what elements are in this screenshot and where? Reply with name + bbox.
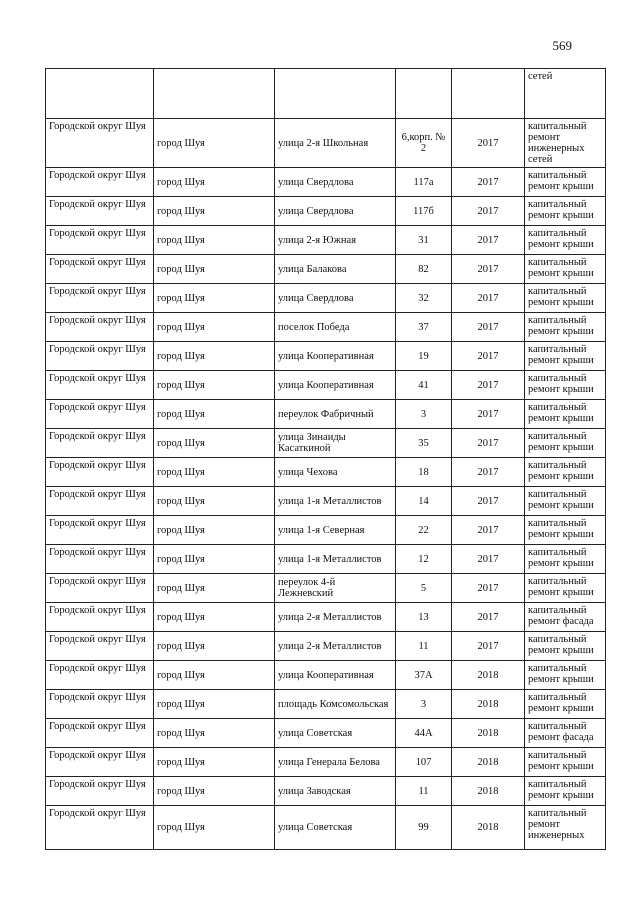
work-type-cell: капитальный ремонт крыши bbox=[525, 777, 606, 806]
table-row bbox=[46, 545, 606, 574]
district-cell: Городской округ Шуя bbox=[46, 313, 154, 342]
year-cell: 2017 bbox=[452, 197, 525, 226]
street-cell: улица 2-я Металлистов bbox=[275, 603, 396, 632]
table-row bbox=[46, 690, 606, 719]
street-cell: улица Свердлова bbox=[275, 197, 396, 226]
year-cell: 2017 bbox=[452, 545, 525, 574]
work-type-cell: капитальный ремонт крыши bbox=[525, 284, 606, 313]
district-cell: Городской округ Шуя bbox=[46, 777, 154, 806]
city-cell: город Шуя bbox=[154, 661, 275, 690]
city-cell: город Шуя bbox=[154, 458, 275, 487]
year-cell: 2017 bbox=[452, 313, 525, 342]
district-cell: Городской округ Шуя bbox=[46, 226, 154, 255]
street-cell: улица Советская bbox=[275, 806, 396, 850]
house-cell: 35 bbox=[396, 429, 452, 458]
city-cell: город Шуя bbox=[154, 632, 275, 661]
work-type-cell: капитальный ремонт крыши bbox=[525, 574, 606, 603]
work-type-cell: сетей bbox=[525, 69, 606, 119]
table-row bbox=[46, 429, 606, 458]
street-cell: улица Свердлова bbox=[275, 168, 396, 197]
table-row bbox=[46, 719, 606, 748]
city-cell: город Шуя bbox=[154, 516, 275, 545]
district-cell bbox=[46, 69, 154, 119]
work-type-cell: капитальный ремонт крыши bbox=[525, 255, 606, 284]
district-cell: Городской округ Шуя bbox=[46, 806, 154, 850]
street-cell: улица 1-я Металлистов bbox=[275, 487, 396, 516]
street-cell: площадь Комсомольская bbox=[275, 690, 396, 719]
city-cell: город Шуя bbox=[154, 119, 275, 168]
house-cell: 117б bbox=[396, 197, 452, 226]
work-type-cell: капитальный ремонт крыши bbox=[525, 429, 606, 458]
year-cell: 2017 bbox=[452, 632, 525, 661]
street-cell: переулок 4-й Лежневский bbox=[275, 574, 396, 603]
district-cell: Городской округ Шуя bbox=[46, 400, 154, 429]
year-cell: 2018 bbox=[452, 690, 525, 719]
district-cell: Городской округ Шуя bbox=[46, 458, 154, 487]
house-cell: 11 bbox=[396, 632, 452, 661]
district-cell: Городской округ Шуя bbox=[46, 719, 154, 748]
city-cell: город Шуя bbox=[154, 806, 275, 850]
work-type-cell: капитальный ремонт инженерных сетей bbox=[525, 119, 606, 168]
work-type-cell: капитальный ремонт крыши bbox=[525, 226, 606, 255]
work-type-cell: капитальный ремонт крыши bbox=[525, 197, 606, 226]
year-cell: 2017 bbox=[452, 371, 525, 400]
table-row bbox=[46, 313, 606, 342]
city-cell: город Шуя bbox=[154, 748, 275, 777]
year-cell: 2018 bbox=[452, 806, 525, 850]
table-row bbox=[46, 777, 606, 806]
house-cell: 14 bbox=[396, 487, 452, 516]
house-cell: 19 bbox=[396, 342, 452, 371]
house-cell: 18 bbox=[396, 458, 452, 487]
city-cell: город Шуя bbox=[154, 371, 275, 400]
city-cell: город Шуя bbox=[154, 400, 275, 429]
house-cell: 5 bbox=[396, 574, 452, 603]
table-row bbox=[46, 284, 606, 313]
district-cell: Городской округ Шуя bbox=[46, 255, 154, 284]
year-cell: 2017 bbox=[452, 119, 525, 168]
house-cell: 107 bbox=[396, 748, 452, 777]
district-cell: Городской округ Шуя bbox=[46, 429, 154, 458]
work-type-cell: капитальный ремонт крыши bbox=[525, 545, 606, 574]
year-cell: 2017 bbox=[452, 168, 525, 197]
work-type-cell: капитальный ремонт крыши bbox=[525, 661, 606, 690]
work-type-cell: капитальный ремонт крыши bbox=[525, 400, 606, 429]
district-cell: Городской округ Шуя bbox=[46, 168, 154, 197]
street-cell: улица Зинаиды Касаткиной bbox=[275, 429, 396, 458]
street-cell: улица Балакова bbox=[275, 255, 396, 284]
street-cell: улица Свердлова bbox=[275, 284, 396, 313]
year-cell: 2018 bbox=[452, 661, 525, 690]
city-cell: город Шуя bbox=[154, 719, 275, 748]
city-cell: город Шуя bbox=[154, 284, 275, 313]
city-cell: город Шуя bbox=[154, 690, 275, 719]
city-cell: город Шуя bbox=[154, 429, 275, 458]
house-cell: 32 bbox=[396, 284, 452, 313]
city-cell: город Шуя bbox=[154, 197, 275, 226]
year-cell: 2017 bbox=[452, 487, 525, 516]
district-cell: Городской округ Шуя bbox=[46, 632, 154, 661]
house-cell: 3 bbox=[396, 690, 452, 719]
city-cell: город Шуя bbox=[154, 226, 275, 255]
year-cell: 2018 bbox=[452, 748, 525, 777]
house-cell: 6,корп. № 2 bbox=[396, 119, 452, 168]
city-cell: город Шуя bbox=[154, 545, 275, 574]
district-cell: Городской округ Шуя bbox=[46, 690, 154, 719]
year-cell: 2017 bbox=[452, 458, 525, 487]
district-cell: Городской округ Шуя bbox=[46, 284, 154, 313]
registry-table bbox=[45, 68, 606, 850]
work-type-cell: капитальный ремонт крыши bbox=[525, 371, 606, 400]
work-type-cell: капитальный ремонт крыши bbox=[525, 458, 606, 487]
city-cell: город Шуя bbox=[154, 777, 275, 806]
year-cell: 2017 bbox=[452, 342, 525, 371]
work-type-cell: капитальный ремонт крыши bbox=[525, 516, 606, 545]
work-type-cell: капитальный ремонт крыши bbox=[525, 487, 606, 516]
district-cell: Городской округ Шуя bbox=[46, 487, 154, 516]
street-cell: улица Генерала Белова bbox=[275, 748, 396, 777]
city-cell: город Шуя bbox=[154, 313, 275, 342]
house-cell: 22 bbox=[396, 516, 452, 545]
street-cell: улица Заводская bbox=[275, 777, 396, 806]
street-cell: улица 1-я Металлистов bbox=[275, 545, 396, 574]
street-cell: улица Советская bbox=[275, 719, 396, 748]
street-cell: улица 1-я Северная bbox=[275, 516, 396, 545]
city-cell: город Шуя bbox=[154, 603, 275, 632]
street-cell: улица 2-я Школьная bbox=[275, 119, 396, 168]
work-type-cell: капитальный ремонт крыши bbox=[525, 748, 606, 777]
work-type-cell: капитальный ремонт фасада bbox=[525, 603, 606, 632]
table-row bbox=[46, 168, 606, 197]
street-cell: улица Кооперативная bbox=[275, 371, 396, 400]
street-cell: переулок Фабричный bbox=[275, 400, 396, 429]
street-cell: улица Чехова bbox=[275, 458, 396, 487]
district-cell: Городской округ Шуя bbox=[46, 661, 154, 690]
district-cell: Городской округ Шуя bbox=[46, 119, 154, 168]
house-cell: 12 bbox=[396, 545, 452, 574]
year-cell: 2018 bbox=[452, 777, 525, 806]
work-type-cell: капитальный ремонт крыши bbox=[525, 342, 606, 371]
table-row bbox=[46, 458, 606, 487]
work-type-cell: капитальный ремонт инженерных bbox=[525, 806, 606, 850]
house-cell: 31 bbox=[396, 226, 452, 255]
house-cell: 37А bbox=[396, 661, 452, 690]
work-type-cell: капитальный ремонт крыши bbox=[525, 690, 606, 719]
street-cell: улица Кооперативная bbox=[275, 342, 396, 371]
city-cell: город Шуя bbox=[154, 168, 275, 197]
year-cell: 2017 bbox=[452, 429, 525, 458]
table-row bbox=[46, 603, 606, 632]
year-cell: 2017 bbox=[452, 226, 525, 255]
house-cell: 3 bbox=[396, 400, 452, 429]
year-cell: 2017 bbox=[452, 284, 525, 313]
table-row bbox=[46, 632, 606, 661]
district-cell: Городской округ Шуя bbox=[46, 748, 154, 777]
city-cell: город Шуя bbox=[154, 574, 275, 603]
district-cell: Городской округ Шуя bbox=[46, 516, 154, 545]
work-type-cell: капитальный ремонт крыши bbox=[525, 168, 606, 197]
district-cell: Городской округ Шуя bbox=[46, 371, 154, 400]
year-cell: 2017 bbox=[452, 603, 525, 632]
year-cell: 2017 bbox=[452, 400, 525, 429]
table-row bbox=[46, 342, 606, 371]
work-type-cell: капитальный ремонт крыши bbox=[525, 313, 606, 342]
city-cell: город Шуя bbox=[154, 487, 275, 516]
city-cell bbox=[154, 69, 275, 119]
house-cell bbox=[396, 69, 452, 119]
house-cell: 117а bbox=[396, 168, 452, 197]
house-cell: 37 bbox=[396, 313, 452, 342]
district-cell: Городской округ Шуя bbox=[46, 197, 154, 226]
year-cell: 2017 bbox=[452, 516, 525, 545]
table-row bbox=[46, 516, 606, 545]
table-row bbox=[46, 226, 606, 255]
year-cell: 2017 bbox=[452, 255, 525, 284]
table-row bbox=[46, 119, 606, 168]
house-cell: 11 bbox=[396, 777, 452, 806]
house-cell: 41 bbox=[396, 371, 452, 400]
table-row bbox=[46, 748, 606, 777]
street-cell: улица Кооперативная bbox=[275, 661, 396, 690]
street-cell: поселок Победа bbox=[275, 313, 396, 342]
house-cell: 44А bbox=[396, 719, 452, 748]
table-row bbox=[46, 574, 606, 603]
street-cell: улица 2-я Металлистов bbox=[275, 632, 396, 661]
work-type-cell: капитальный ремонт крыши bbox=[525, 632, 606, 661]
table-row bbox=[46, 400, 606, 429]
table-row-continuation bbox=[46, 69, 606, 119]
table-row bbox=[46, 806, 606, 850]
house-cell: 82 bbox=[396, 255, 452, 284]
house-cell: 13 bbox=[396, 603, 452, 632]
page-number: 569 bbox=[552, 38, 572, 53]
year-cell: 2017 bbox=[452, 574, 525, 603]
city-cell: город Шуя bbox=[154, 342, 275, 371]
district-cell: Городской округ Шуя bbox=[46, 574, 154, 603]
house-cell: 99 bbox=[396, 806, 452, 850]
street-cell: улица 2-я Южная bbox=[275, 226, 396, 255]
city-cell: город Шуя bbox=[154, 255, 275, 284]
table-row bbox=[46, 255, 606, 284]
work-type-cell: капитальный ремонт фасада bbox=[525, 719, 606, 748]
street-cell bbox=[275, 69, 396, 119]
year-cell: 2018 bbox=[452, 719, 525, 748]
year-cell bbox=[452, 69, 525, 119]
district-cell: Городской округ Шуя bbox=[46, 603, 154, 632]
table-row bbox=[46, 487, 606, 516]
district-cell: Городской округ Шуя bbox=[46, 342, 154, 371]
table-row bbox=[46, 197, 606, 226]
table-row bbox=[46, 661, 606, 690]
district-cell: Городской округ Шуя bbox=[46, 545, 154, 574]
table-row bbox=[46, 371, 606, 400]
